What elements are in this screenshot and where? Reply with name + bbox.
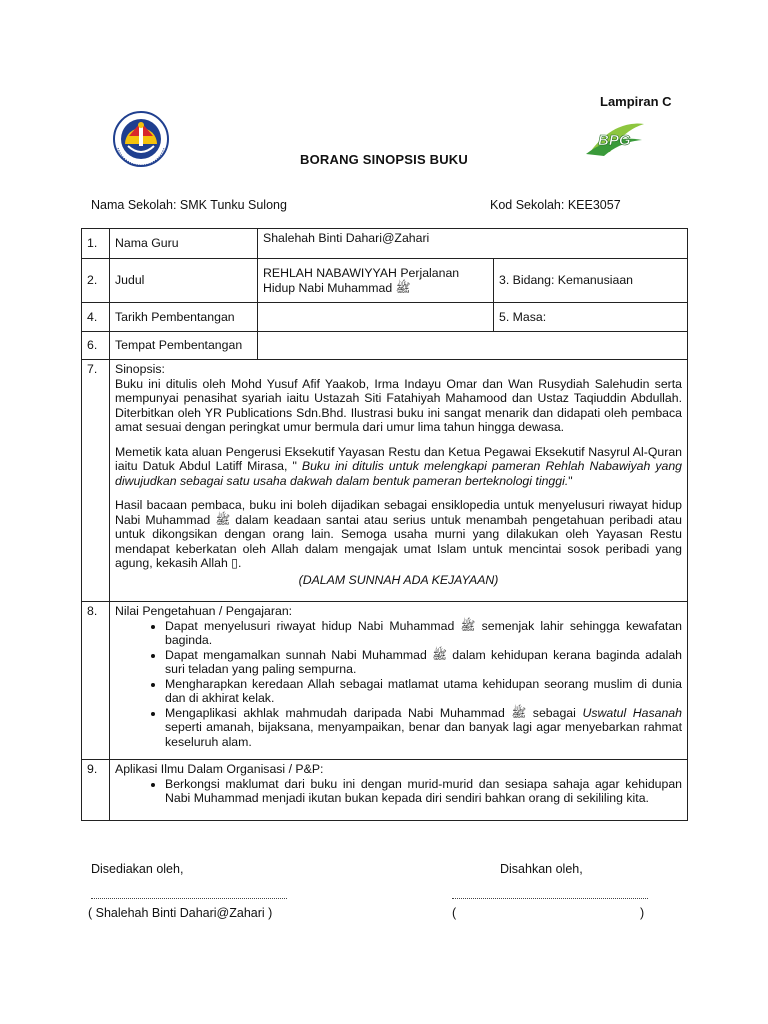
nilai-cell <box>110 602 688 760</box>
school-code: Kod Sekolah: KEE3057 <box>490 198 621 212</box>
nilai-label: Nilai Pengetahuan / Pengajaran: <box>115 604 293 618</box>
list-item: • Mengharapkan keredaan Allah sebagai matlamat utama kehidupan seorang muslim di dunia dan di akhirat kelak. <box>165 677 682 706</box>
row-number: 4. <box>82 303 110 332</box>
value-judul: REHLAH NABAWIYYAH Perjalanan Hidup Nabi Muhammad ﷺ <box>258 259 494 303</box>
table-row <box>82 602 688 760</box>
label-tarikh: Tarikh Pembentangan <box>110 303 258 332</box>
row-number: 1. <box>82 229 110 259</box>
bidang-field: 3. Bidang: Kemanusiaan <box>494 259 688 303</box>
table-row <box>82 259 688 303</box>
prepared-by-label: Disediakan oleh, <box>91 862 184 876</box>
prepared-by-name: ( Shalehah Binti Dahari@Zahari ) <box>88 906 273 920</box>
aplikasi-list <box>115 777 682 806</box>
prepared-signature-line <box>91 890 287 899</box>
sinopsis-tagline: (DALAM SUNNAH ADA KEJAYAAN) <box>298 572 499 587</box>
sinopsis-paragraph-1: Buku ini ditulis oleh Mohd Yusuf Afif Yaakob, Irma Indayu Omar dan Wan Rusydiah Salehudin serta mempunyai penasihat syariah iaitu Ustazah Siti Fatahiyah Mahamood dan Ustaz Taqiuddin Abdullah. Diterbitkan oleh YR Publications Sdn.Bhd. Ilustrasi buku ini sangat menarik dan didapati oleh pembaca amat sesuai dengan peringkat umur bermula dari umur lima tahun hingga dewasa. <box>115 376 683 434</box>
value-tarikh <box>258 303 494 332</box>
row-number: 9. <box>82 760 110 821</box>
table-row <box>82 760 688 821</box>
table-row <box>82 229 688 259</box>
aplikasi-label: Aplikasi Ilmu Dalam Organisasi / P&P: <box>115 762 324 776</box>
table-row <box>82 332 688 360</box>
quote-end: " <box>568 473 573 488</box>
quote-lead: Memetik kata aluan Pengerusi Eksekutif Yayasan Restu dan Ketua Pegawai Eksekutif Nasyrul Al-Quran iaitu Datuk Abdul Latiff Mirasa, " <box>115 444 683 473</box>
aplikasi-cell <box>110 760 688 821</box>
synopsis-form-table <box>81 228 688 821</box>
table-row <box>82 303 688 332</box>
row-number: 2. <box>82 259 110 303</box>
form-title: BORANG SINOPSIS BUKU <box>300 152 468 167</box>
nilai-list <box>115 619 682 750</box>
label-judul: Judul <box>110 259 258 303</box>
table-row <box>82 360 688 602</box>
school-name: Nama Sekolah: SMK Tunku Sulong <box>91 198 287 212</box>
lampiran-label: Lampiran C <box>600 94 672 109</box>
list-item: • Berkongsi maklumat dari buku ini dengan murid-murid dan sesiapa sahaja agar kehidupan Nabi Muhammad menjadi ikutan bukan kepada diri sendiri bahkan orang di sekililing kita. <box>165 777 682 806</box>
approved-by-label: Disahkan oleh, <box>500 862 583 876</box>
value-tempat <box>258 332 688 360</box>
quote-text: Buku ini ditulis untuk melengkapi pameran Rehlah Nabawiyah yang diwujudkan sebagai satu usaha dakwah dalam bentuk pameran berteknologi tinggi. <box>115 459 683 488</box>
approved-name-open: ( <box>452 906 457 920</box>
row-number: 6. <box>82 332 110 360</box>
list-item: • Mengaplikasi akhlak mahmudah daripada Nabi Muhammad ﷺ sebagai Uswatul Hasanah seperti amanah, bijaksana, menyampaikan, benar dan banyak lagi agar menyebarkan rahmat keseluruh alam. <box>165 706 682 750</box>
approved-name-close: ) <box>640 906 645 920</box>
sinopsis-label: Sinopsis: <box>115 362 165 376</box>
list-item: • Dapat menyelusuri riwayat hidup Nabi Muhammad ﷺ semenjak lahir sehingga kewafatan baginda. <box>165 619 682 648</box>
approved-signature-line <box>452 890 648 899</box>
sinopsis-paragraph-3: Hasil bacaan pembaca, buku ini boleh dijadikan sebagai ensiklopedia untuk menyelusuri riwayat hidup Nabi Muhammad ﷺ dalam keadaan santai atau serius untuk menambah pengetahuan peribadi atau untuk dikongsikan dengan orang lain. Semoga usaha murni yang dilakukan oleh Yayasan Restu mendapat keberkatan oleh Allah dalam mengajak umat Islam untuk mencintai sosok peribadi yang agung, kekasih Allah ▯. <box>115 498 683 570</box>
label-nama-guru: Nama Guru <box>110 229 258 259</box>
value-nama-guru: Shalehah Binti Dahari@Zahari <box>258 229 688 259</box>
row-number: 8. <box>82 602 110 760</box>
bpg-logo-text: BPG <box>598 132 631 149</box>
masa-field: 5. Masa: <box>494 303 688 332</box>
list-item: • Dapat mengamalkan sunnah Nabi Muhammad ﷺ dalam kehidupan kerana baginda adalah suri teladan yang paling sempurna. <box>165 648 682 677</box>
row-number: 7. <box>82 360 110 602</box>
sinopsis-paragraph-2 <box>115 445 682 489</box>
sinopsis-cell <box>110 360 688 602</box>
label-tempat: Tempat Pembentangan <box>110 332 258 360</box>
